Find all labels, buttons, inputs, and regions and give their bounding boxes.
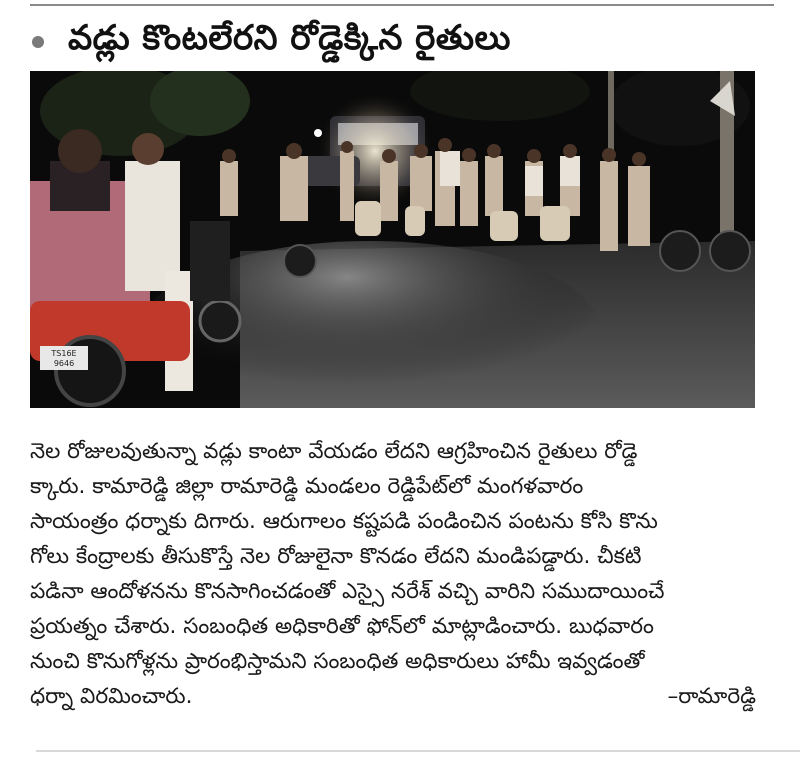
number-plate-line-2: 9646 <box>53 359 75 368</box>
number-plate-line-1: TS16E <box>51 349 77 358</box>
body-line: సాయంత్రం ధర్నాకు దిగారు. ఆరుగాలం కష్టపడి పండించిన పంటను కోసి కొను <box>30 509 658 534</box>
night-protest-photo <box>30 71 755 408</box>
news-clipping <box>18 0 788 752</box>
body-last-line: ధర్నా విరమించారు. <box>30 684 193 709</box>
news-photo <box>30 71 755 408</box>
body-line: గోలు కేంద్రాలకు తీసుకొస్తే నెల రోజులైనా కొనడం లేదని మండిపడ్డారు. చీకటి <box>30 544 642 569</box>
headline: వడ్లు కొంటలేరని రోడ్డెక్కిన రైతులు <box>68 18 511 58</box>
clipping-bottom-edge <box>36 750 800 752</box>
body-line: నెల రోజులవుతున్నా వడ్లు కాంటా వేయడం లేదని ఆగ్రహించిన రైతులు రోడ్డె <box>30 439 638 464</box>
body-line: ప్రయత్నం చేశారు. సంబంధిత అధికారితో ఫోన్‌లో మాట్లాడించారు. బుధవారం <box>30 614 654 639</box>
headline-bullet-icon <box>32 36 44 48</box>
top-rule <box>30 4 774 6</box>
body-last-line-row <box>30 679 770 714</box>
body-line: క్కారు. కామారెడ్డి జిల్లా రామారెడ్డి మండలం రెడ్డిపేట్‌లో మంగళవారం <box>30 474 584 499</box>
headline-row <box>32 16 511 68</box>
body-line: పడినా ఆందోళనను కొనసాగించడంతో ఎస్సై నరేశ్ వచ్చి వారిని సముదాయించే <box>30 579 665 604</box>
article-body <box>30 434 770 714</box>
body-line: నుంచి కొనుగోళ్లను ప్రారంభిస్తామని సంబంధిత అధికారులు హామీ ఇవ్వడంతో <box>30 649 645 674</box>
byline: –రామారెడ్డి <box>667 684 756 709</box>
